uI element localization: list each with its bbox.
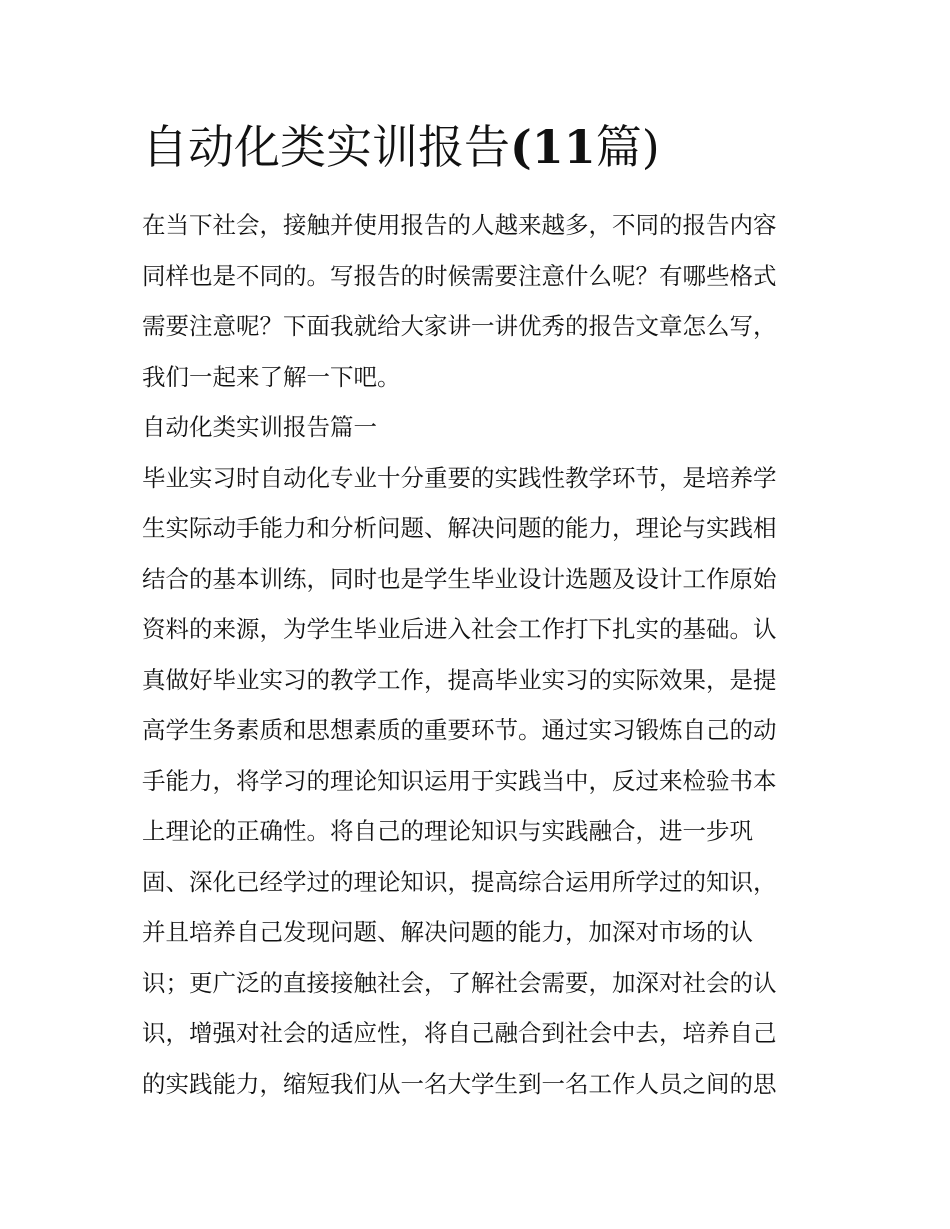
text-line-body-9: 固、深化已经学过的理论知识，提高综合运用所学过的知识，	[142, 867, 777, 896]
text-line-body-8: 上理论的正确性。将自己的理论知识与实践融合，进一步巩	[142, 817, 753, 845]
text-line-body-10: 并且培养自己发现问题、解决问题的能力，加深对市场的认	[142, 918, 753, 946]
text-line-body-11: 识；更广泛的直接接触社会，了解社会需要，加深对社会的认	[142, 968, 777, 997]
text-line-intro-2: 同样也是不同的。写报告的时候需要注意什么呢？有哪些格式	[142, 261, 777, 290]
text-line-intro-3: 需要注意呢？下面我就给大家讲一讲优秀的报告文章怎么写，	[142, 312, 777, 340]
text-line-body-1: 毕业实习时自动化专业十分重要的实践性教学环节，是培养学	[142, 463, 777, 492]
title-count: (11	[510, 120, 596, 174]
text-line-body-7: 手能力，将学习的理论知识运用于实践当中，反过来检验书本	[142, 766, 777, 795]
text-line-body-2: 生实际动手能力和分析问题、解决问题的能力，理论与实践相	[142, 514, 777, 542]
title-main: 自动化类实训报告	[142, 120, 510, 174]
text-line-body-12: 识，增强对社会的适应性，将自己融合到社会中去，培养自己	[142, 1019, 777, 1047]
text-line-body-6: 高学生务素质和思想素质的重要环节。通过实习锻炼自己的动	[142, 716, 777, 744]
title-suffix: 篇)	[595, 120, 660, 174]
document-page	[142, 116, 822, 1109]
text-line-intro-1: 在当下社会，接触并使用报告的人越来越多，不同的报告内容	[142, 211, 777, 239]
text-line-body-3: 结合的基本训练，同时也是学生毕业设计选题及设计工作原始	[142, 564, 777, 593]
text-line-intro-4: 我们一起来了解一下吧。	[142, 362, 401, 391]
document-title	[142, 116, 822, 178]
section-heading: 自动化类实训报告篇一	[142, 413, 377, 441]
text-line-body-4: 资料的来源，为学生毕业后进入社会工作打下扎实的基础。认	[142, 615, 777, 643]
text-line-body-13: 的实践能力，缩短我们从一名大学生到一名工作人员之间的思	[142, 1069, 777, 1098]
text-line-body-5: 真做好毕业实习的教学工作，提高毕业实习的实际效果，是提	[142, 665, 777, 694]
